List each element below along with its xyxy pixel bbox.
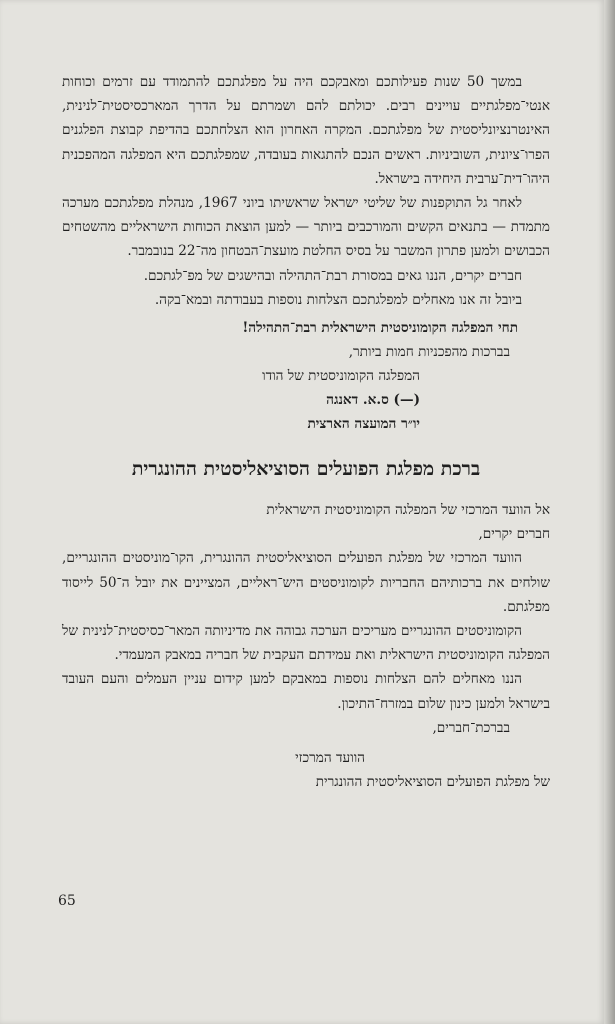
paragraph: הקומוניסטים ההונגריים מעריכים הערכה גבוהה את מדיניותה המאר־כסיסטית־לנינית של המפלגה הקומוניסטית הישראלית ואת עמידתם העקבית של חבריה במאבק המעמדי. [62,623,550,664]
signer-line: הוועד המרכזי [295,749,365,766]
closing-greeting: בברכת־חברים, [432,719,510,736]
paragraph: לאחר גל התוקפנות של שליטי ישראל שראשיתו ביוני 1967, מנהלת מפלגתכם מערכה מתמדת — בתנאים הקשים והמורכבים ביותר — למען הוצאת הכוחות הישראליים מהשטחים הכבושים ולמען פתרון המשבר על בסיס החלטת מועצת־הבטחון מה־22 בנובמבר. [62,195,550,260]
page-number: 65 [58,893,76,909]
book-spine-edge [604,0,615,1024]
paragraph: הננו מאחלים להם הצלחות נוספות במאבקם למען קידום עניין העמלים והעם העובד בישראל ולמען כינון שלום במזרח־התיכון. [62,671,550,712]
closing-greeting: בברכות מהפכניות חמות ביותר, [348,344,510,361]
paragraph: חברים יקרים, הננו גאים במסורת רבת־התהילה ובהישגים של מפ־לגתכם. [143,267,522,284]
page-content [62,70,550,794]
closing-slogan: תחי המפלגה הקומוניסטית הישראלית רבת־התהילה! [242,320,518,337]
paragraph: ביובל זה אנו מאחלים למפלגתכם הצלחות נוספות בעבודתה ובמא־בקה. [154,291,522,308]
signer-title: יו״ר המועצה הארצית [307,416,420,433]
signer-name: (—) ס.א. דאנגה [326,392,420,409]
salutation: חברים יקרים, [478,526,550,543]
paragraph: במשך 50 שנות פעילותכם ומאבקכם היה על מפלגתכם להתמודד עם זרמים וכוחות אנטי־מפלגתיים עויינים רבים. יכולתם להם ושמרתם על הדרך המארכסיסטית־לנינית, האינטרנציונליסטית של מפלגתכם. המקרה האחרון הוא הצלחתכם בהדיפת קבוצת הפלגנים הפרו־ציונית, השוביניות. ראשים הנכם להתגאות בעובדה, שמפלגתכם היא המפלגה המהפכנית היהו־דית־ערבית היחידה בישראל. [62,74,550,187]
address-line: אל הוועד המרכזי של המפלגה הקומוניסטית הישראלית [266,502,550,519]
paragraph: הוועד המרכזי של מפלגת הפועלים הסוציאליסטית ההונגרית, הקו־מוניסטים ההונגריים, שולחים את ברכותיהם החבריות לקומוניסטים היש־ראליים, המציינים את יובל ה־50 לייסוד מפלגתם. [62,550,551,615]
signer-line: של מפלגת הפועלים הסוציאליסטית ההונגרית [315,773,550,790]
signer-organization: המפלגה הקומוניסטית של הודו [262,368,420,385]
section-heading: ברכת מפלגת הפועלים הסוציאליסטית ההונגרית [131,458,481,481]
